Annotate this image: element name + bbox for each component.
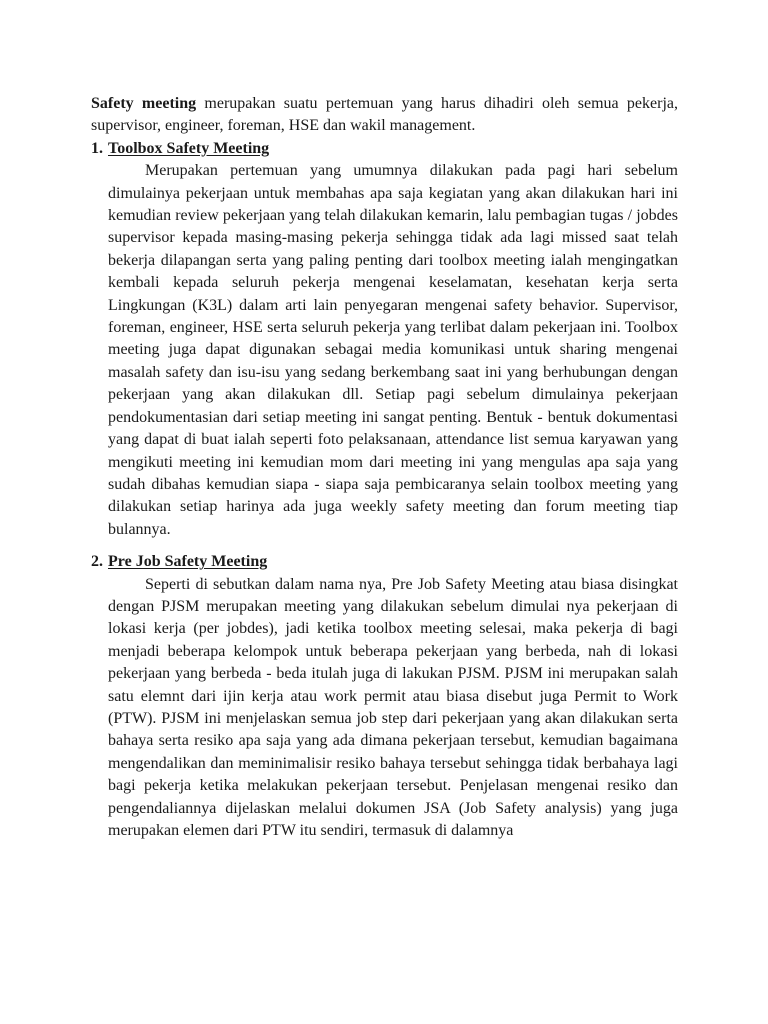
- section-number: 2.: [91, 553, 103, 571]
- intro-text: merupakan suatu pertemuan yang harus dihadiri oleh semua pekerja, supervisor, engineer, foreman, HSE dan wakil management.: [91, 95, 678, 135]
- section-heading: [91, 551, 678, 573]
- section-title: Toolbox Safety Meeting: [108, 139, 270, 157]
- section-title: Pre Job Safety Meeting: [108, 553, 268, 571]
- section-paragraph: Seperti di sebutkan dalam nama nya, Pre Job Safety Meeting atau biasa disingkat dengan PJSM merupakan meeting yang dilakukan sebelum dimulai nya pekerjaan di lokasi kerja (per jobdes), jadi ketika toolbox meeting selesai, maka pekerja di bagi menjadi beberapa kelompok untuk beberapa pekerjaan yang berbeda, nah di lokasi pekerjaan yang berbeda - beda itulah juga di lakukan PJSM. PJSM ini merupakan salah satu elemnt dari ijin kerja atau work permit atau biasa disebut juga Permit to Work (PTW). PJSM ini menjelaskan semua job step dari pekerjaan yang akan dilakukan serta bahaya serta resiko apa saja yang ada dimana pekerjaan tersebut, kemudian bagaimana mengendalikan dan meminimalisir resiko bahaya tersebut sehingga tidak berbahaya lagi bagi pekerja ketika melakukan pekerjaan tersebut. Penjelasan mengenai resiko dan pengendaliannya dijelaskan melalui dokumen JSA (Job Safety analysis) yang juga merupakan elemen dari PTW itu sendiri, termasuk di dalamnya: [108, 575, 678, 839]
- section-toolbox-safety-meeting: [91, 138, 678, 541]
- section-pre-job-safety-meeting: [91, 551, 678, 842]
- intro-lead-term: Safety meeting: [91, 95, 197, 112]
- section-heading: [91, 138, 678, 160]
- intro-paragraph: [91, 93, 678, 138]
- section-paragraph: Merupakan pertemuan yang umumnya dilakukan pada pagi hari sebelum dimulainya pekerjaan untuk membahas apa saja kegiatan yang akan dilakukan hari ini kemudian review pekerjaan yang telah dilakukan kemarin, lalu pembagian tugas / jobdes supervisor kepada masing-masing pekerja sehingga tidak ada lagi missed saat telah bekerja dilapangan serta yang paling penting dari toolbox meeting ialah mengingatkan kembali kepada seluruh pekerja mengenai keselamatan, kesehatan kerja serta Lingkungan (K3L) dalam arti lain penyegaran mengenai safety behavior. Supervisor, foreman, engineer, HSE serta seluruh pekerja yang terlibat dalam pekerjaan ini. Toolbox meeting juga dapat digunakan sebagai media komunikasi untuk sharing mengenai masalah safety dan isu-isu yang sedang berkembang saat ini yang berhubungan dengan pekerjaan yang akan dilakukan dll. Setiap pagi sebelum dimulainya pekerjaan pendokumentasian dari setiap meeting ini sangat penting. Bentuk - bentuk dokumentasi yang dapat di buat ialah seperti foto pelaksanaan, attendance list semua karyawan yang mengikuti meeting ini kemudian mom dari meeting ini yang mengulas apa saja yang sudah dibahas kemudian siapa - siapa saja pembicaranya selain toolbox meeting yang dilakukan setiap harinya ada juga weekly safety meeting dan forum meeting tiap bulannya.: [108, 162, 678, 538]
- document-body: [91, 93, 678, 842]
- section-number: 1.: [91, 139, 103, 157]
